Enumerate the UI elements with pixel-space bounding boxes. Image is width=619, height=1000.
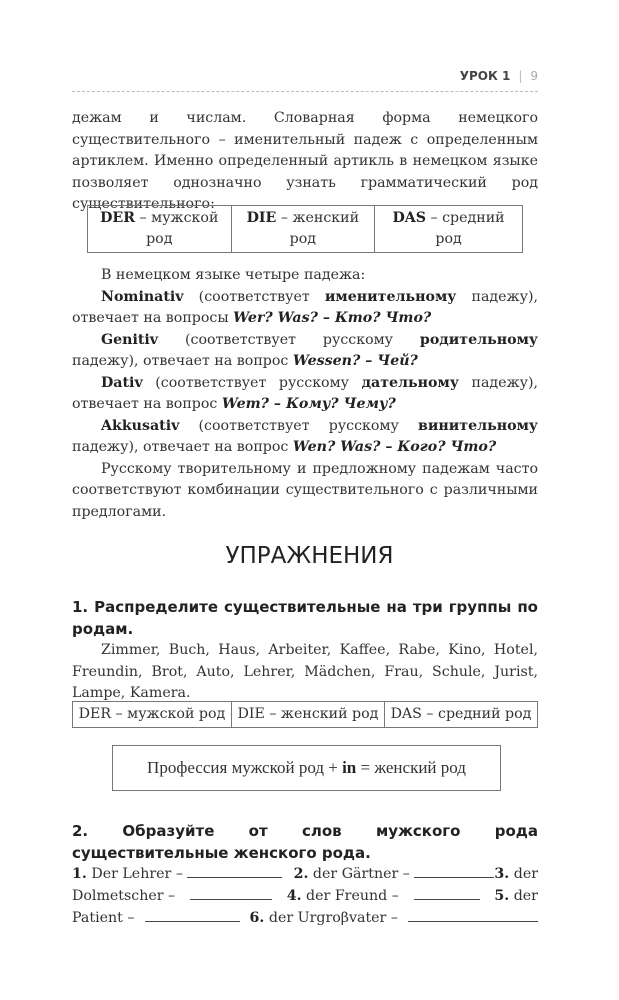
intro-paragraph: дежам и числам. Словарная форма немецкого существительного – именительный падеж с определенным артиклем. Именно определенный артикль в немецком языке позволяет однозначно узнать грамматический род существительного: bbox=[72, 110, 538, 212]
column-die: DIE – женский род bbox=[231, 702, 384, 728]
case-genitiv: Genitiv (соответствует русскому родительному падежу), отвечает на вопрос Wessen? – Чей? bbox=[72, 331, 538, 369]
section-title: УПРАЖНЕНИЯ bbox=[225, 543, 394, 569]
gender-table bbox=[87, 205, 523, 253]
exercise-1-title: 1. Распределите существительные на три группы по родам. bbox=[72, 598, 538, 638]
rule-box: Профессия мужской род + in = женский род bbox=[112, 745, 501, 791]
gender-cell-das: DAS – средний род bbox=[375, 206, 523, 253]
lesson-label: УРОК 1 bbox=[459, 69, 511, 83]
page-number: 9 bbox=[530, 69, 538, 83]
answer-blank[interactable] bbox=[414, 887, 480, 900]
exercise-2 bbox=[72, 820, 538, 930]
case-akkusativ: Akkusativ (соответствует русскому винительному падежу), отвечает на вопрос Wen? Was? – Кого? Что? bbox=[72, 417, 538, 455]
answer-blank[interactable] bbox=[190, 887, 272, 900]
exercise-1 bbox=[72, 596, 538, 705]
exercise-1-table bbox=[72, 701, 538, 728]
cases-intro: В немецком языке четыре падежа: bbox=[101, 267, 366, 283]
column-das: DAS – средний род bbox=[384, 702, 537, 728]
answer-blank[interactable] bbox=[414, 865, 494, 878]
answer-blank[interactable] bbox=[408, 909, 538, 922]
cases-section bbox=[72, 265, 538, 523]
answer-blank[interactable] bbox=[145, 909, 240, 922]
running-header: УРОК 1 | 9 bbox=[72, 69, 538, 92]
exercise-2-line: Patient – 6. der Urgroβvater – bbox=[72, 908, 538, 930]
answer-blank[interactable] bbox=[187, 865, 282, 878]
case-nominativ: Nominativ (соответствует именительному падежу), отвечает на вопросы Wer? Was? – Кто? Что? bbox=[72, 288, 539, 326]
gender-cell-der: DER – мужской род bbox=[88, 206, 232, 253]
exercise-1-words: Zimmer, Buch, Haus, Arbeiter, Kaffee, Rabe, Kino, Hotel, Freundin, Brot, Auto, Lehrer, Mädchen, Frau, Schule, Jurist, Lampe, Kamera. bbox=[72, 642, 538, 701]
column-der: DER – мужской род bbox=[73, 702, 232, 728]
exercise-2-line: Dolmetscher – 4. der Freund – 5. der bbox=[72, 888, 538, 904]
exercise-2-line: 1. Der Lehrer – 2. der Gärtner – 3. der bbox=[72, 866, 538, 882]
cases-note: Русскому творительному и предложному падежам часто соответствуют комбинации существительного с различными предлогами. bbox=[72, 460, 538, 520]
gender-cell-die: DIE – женский род bbox=[231, 206, 375, 253]
exercise-2-title: 2. Образуйте от слов мужского рода существительные женского рода. bbox=[72, 822, 538, 862]
case-dativ: Dativ (соответствует русскому дательному падежу), отвечает на вопрос Wem? – Кому? Чему? bbox=[72, 374, 538, 412]
